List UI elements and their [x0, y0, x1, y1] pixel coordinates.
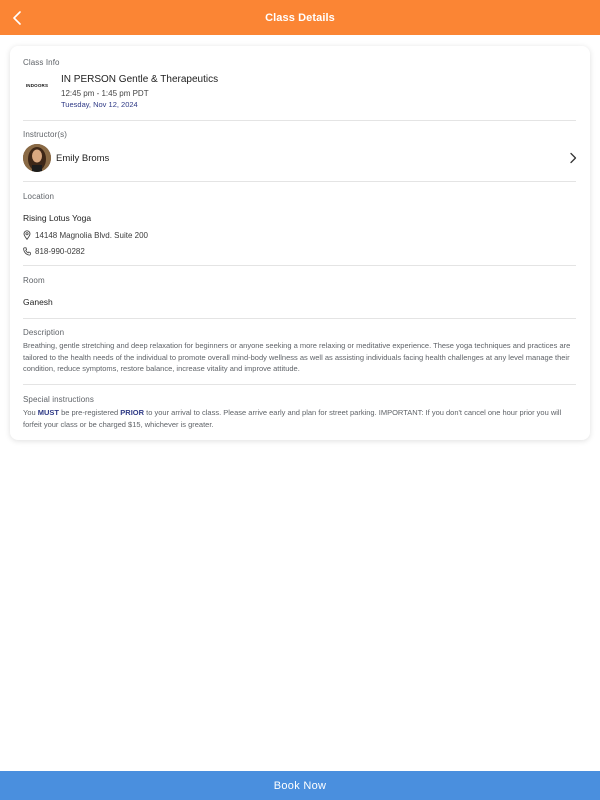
special-instructions-text [23, 407, 577, 430]
class-info-section [23, 58, 577, 120]
location-pin-icon [23, 230, 31, 240]
address-line[interactable] [23, 230, 577, 240]
location-label: Location [23, 192, 55, 201]
special-instructions-label: Special instructions [23, 395, 94, 404]
room-label: Room [23, 276, 45, 285]
studio-logo [23, 78, 51, 92]
special-text-part: You [23, 408, 38, 417]
description-label: Description [23, 328, 65, 337]
class-details-card [10, 46, 590, 440]
instructor-label: Instructor(s) [23, 130, 67, 139]
special-text-part: be pre-registered [59, 408, 121, 417]
instructor-section [23, 121, 577, 181]
phone-line[interactable] [23, 247, 577, 256]
class-time: 12:45 pm - 1:45 pm PDT [61, 89, 149, 98]
room-section [23, 266, 577, 318]
room-name: Ganesh [23, 297, 53, 307]
class-info-label: Class Info [23, 58, 60, 67]
phone-text: 818-990-0282 [35, 247, 85, 256]
phone-icon [23, 247, 31, 256]
address-text: 14148 Magnolia Blvd. Suite 200 [35, 230, 148, 240]
back-button[interactable] [6, 6, 30, 30]
studio-logo-text: INDOORS [25, 82, 49, 88]
description-text: Breathing, gentle stretching and deep relaxation for beginners or anyone seeking a more relaxing or meditative experience. These yoga techniques and practices are tailored to the health needs of the individual to promote overall mind-body wellness as well as assisting individuals facing health challenges at any level manage their condition, reduce symptoms, restore balance, increase vitality and improve attitude. [23, 341, 571, 373]
header-bar [0, 0, 600, 35]
special-text-part: to your arrival to class. Please arrive early and plan for street parking. IMPORTANT: If you don't cancel one hour prior you will forfeit your class or be charged $15, whichever is greater. [23, 408, 562, 429]
special-emphasis-must: MUST [37, 408, 59, 417]
instructor-name: Emily Broms [56, 152, 110, 164]
class-name: IN PERSON Gentle & Therapeutics [61, 74, 219, 85]
instructor-row[interactable] [23, 143, 577, 173]
instructor-chevron[interactable] [569, 152, 577, 164]
class-date: Tuesday, Nov 12, 2024 [61, 100, 138, 109]
book-now-button[interactable] [0, 771, 600, 800]
avatar [23, 144, 51, 172]
special-emphasis-prior: PRIOR [120, 408, 145, 417]
studio-name: Rising Lotus Yoga [23, 213, 92, 223]
book-now-label: Book Now [273, 779, 327, 792]
page-title: Class Details [265, 11, 335, 24]
chevron-left-icon [12, 11, 24, 25]
location-section [23, 182, 577, 265]
special-instructions-section [23, 385, 577, 430]
chevron-right-icon [569, 152, 577, 164]
description-section [23, 319, 577, 384]
